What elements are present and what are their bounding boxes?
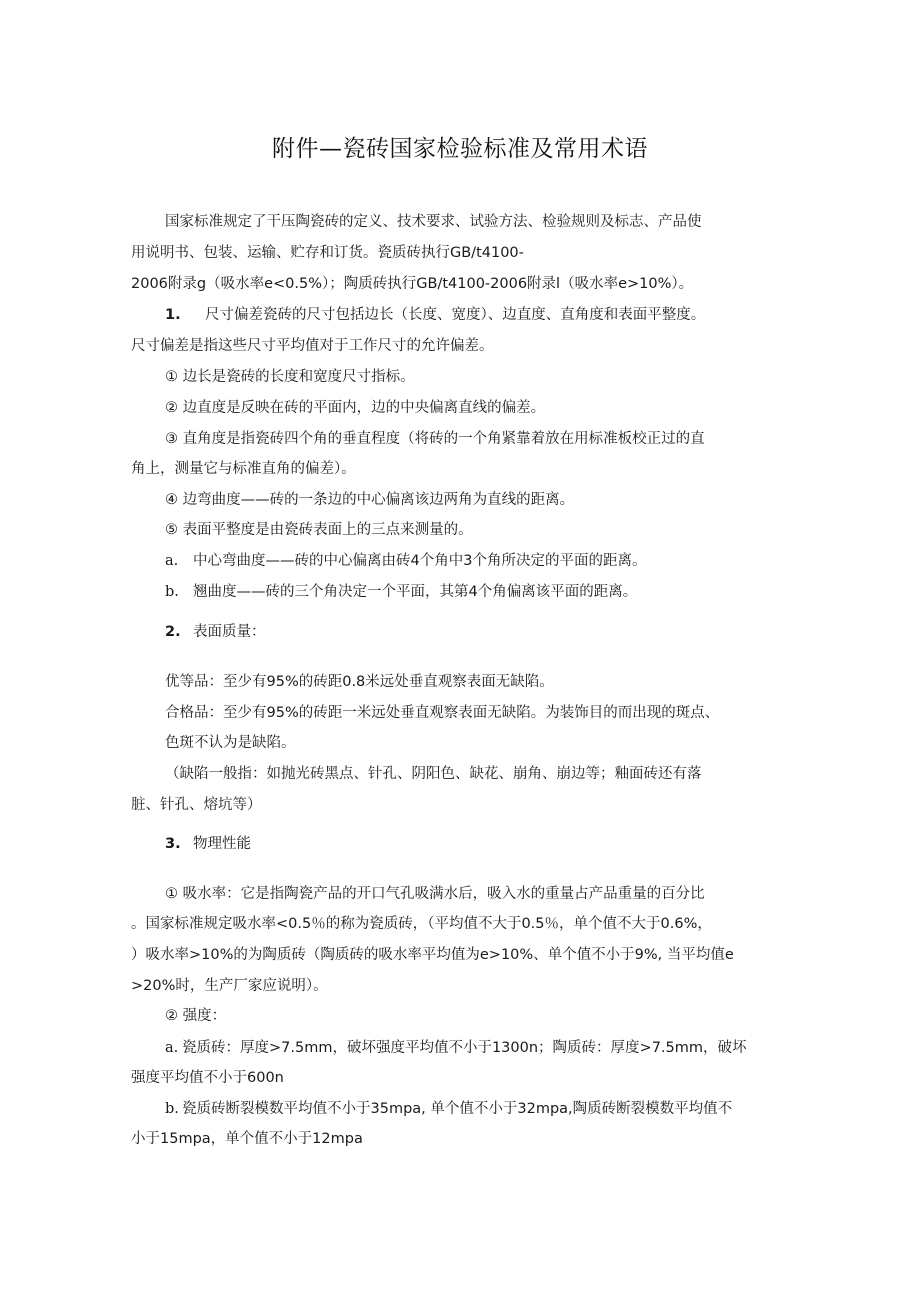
section-3-strength-b-label: b. xyxy=(165,1101,179,1117)
section-1-number: 1. xyxy=(165,307,181,323)
intro-line-1: 国家标准规定了干压陶瓷砖的定义、技术要求、试验方法、检验规则及标志、产品使 xyxy=(165,214,702,230)
section-3-strength-b-line-2: 小于15mpa，单个值不小于12mpa xyxy=(131,1131,363,1147)
section-3-heading: 物理性能 xyxy=(193,836,251,852)
page-title: 附件—瓷砖国家检验标准及常用术语 xyxy=(272,136,648,162)
section-1-line-1: 尺寸偏差瓷砖的尺寸包括边长（长度、宽度）、边直度、直角度和表面平整度。 xyxy=(205,307,706,323)
section-1-subitem-a-label: a. xyxy=(165,553,179,569)
section-3-strength-a-line-1: 瓷质砖：厚度>7.5mm，破坏强度平均值不小于1300n；陶质砖：厚度>7.5mm，破坏 xyxy=(182,1040,747,1056)
section-1-item-4: ④ 边弯曲度——砖的一条边的中心偏离该边两角为直线的距离。 xyxy=(165,492,575,508)
section-2-para-3-line-2: 脏、针孔、熔坑等） xyxy=(131,797,262,813)
section-3-water-line-1: ① 吸水率：它是指陶瓷产品的开口气孔吸满水后，吸入水的重量占产品重量的百分比 xyxy=(165,886,705,902)
intro-line-2: 用说明书、包装、运输、贮存和订货。瓷质砖执行GB/t4100- xyxy=(131,245,524,261)
section-3-strength-b-line-1: 瓷质砖断裂模数平均值不小于35mpa, 单个值不小于32mpa,陶质砖断裂模数平均值不 xyxy=(182,1101,733,1117)
section-3-water-line-3: ）吸水率>10%的为陶质砖（陶质砖的吸水率平均值为e>10%、单个值不小于9%, 当平均值e xyxy=(131,947,734,963)
section-1-item-2: ② 边直度是反映在砖的平面内，边的中央偏离直线的偏差。 xyxy=(165,400,546,416)
section-1-item-5: ⑤ 表面平整度是由瓷砖表面上的三点来测量的。 xyxy=(165,522,473,538)
section-1-subitem-b-label: b. xyxy=(165,584,179,600)
section-3-number: 3. xyxy=(165,836,181,852)
section-2-para-2-line-1: 合格品：至少有95%的砖距一米远处垂直观察表面无缺陷。为装饰目的而出现的斑点、 xyxy=(165,705,720,721)
section-3-water-line-4: >20%时，生产厂家应说明）。 xyxy=(131,978,328,994)
section-2-para-3-line-1: （缺陷一般指：如抛光砖黑点、针孔、阴阳色、缺花、崩角、崩边等；釉面砖还有落 xyxy=(165,766,702,782)
intro-line-3: 2006附录g（吸水率e<0.5%）；陶质砖执行GB/t4100-2006附录l（吸水率e>10%）。 xyxy=(131,276,694,292)
section-1-line-2: 尺寸偏差是指这些尺寸平均值对于工作尺寸的允许偏差。 xyxy=(131,338,494,354)
section-1-subitem-b: 翘曲度——砖的三个角决定一个平面，其第4个角偏离该平面的距离。 xyxy=(193,584,638,600)
section-1-item-1: ① 边长是瓷砖的长度和宽度尺寸指标。 xyxy=(165,369,415,385)
section-1-subitem-a: 中心弯曲度——砖的中心偏离由砖4个角中3个角所决定的平面的距离。 xyxy=(193,553,647,569)
section-2-number: 2. xyxy=(165,624,181,640)
section-3-water-line-2: 。国家标准规定吸水率<0.5％的称为瓷质砖，（平均值不大于0.5％，单个值不大于0.6%， xyxy=(131,916,712,932)
section-2-para-1: 优等品：至少有95%的砖距0.8米远处垂直观察表面无缺陷。 xyxy=(165,674,554,690)
section-1-item-3-line-2: 角上，测量它与标准直角的偏差）。 xyxy=(131,461,356,477)
section-3-strength-a-label: a. xyxy=(165,1040,179,1056)
section-1-item-3-line-1: ③ 直角度是指瓷砖四个角的垂直程度（将砖的一个角紧靠着放在用标准板校正过的直 xyxy=(165,431,705,447)
section-2-para-2-line-2: 色斑不认为是缺陷。 xyxy=(165,735,296,751)
section-3-strength-heading: ② 强度： xyxy=(165,1008,227,1024)
section-2-heading: 表面质量： xyxy=(193,624,266,640)
section-3-strength-a-line-2: 强度平均值不小于600n xyxy=(131,1070,284,1086)
